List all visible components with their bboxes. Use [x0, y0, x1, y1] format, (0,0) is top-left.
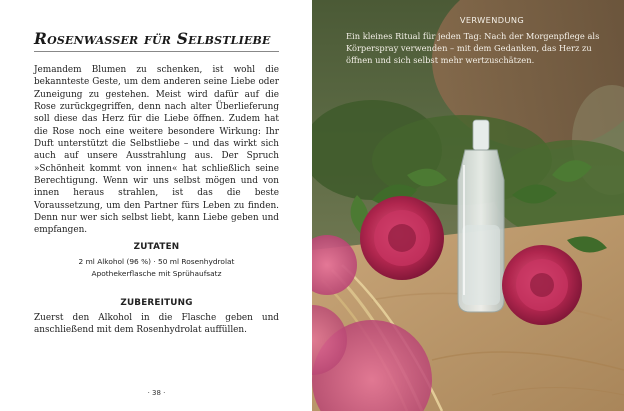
preparation-heading: ZUBEREITUNG	[120, 298, 193, 308]
ingredients-line: 2 ml Alkohol (96 %) · 50 ml Rosenhydrolat	[78, 257, 235, 266]
intro-paragraph: Jemandem Blumen zu schenken, ist wohl die bekannteste Geste, um dem anderen seine Liebe oder Zuneigung zu gestehen. Meist wird dafür auf die Rose zurückgegriffen, denn nach alter Überlieferung soll diese das Herz für die Liebe öffnen. Zudem hat die Rose noch eine weitere besondere Wirkung: Ihr Duft unterstützt die Selbstliebe – und das wirkt sich auch auf unsere Ausstrahlung aus. Der Spruch »Schönheit kommt von innen« hat schließlich seine Berechtigung. Wenn wir uns selbst mögen und von innen heraus strahlen, ist das die beste Voraussetzung, um den Partner fürs Leben zu finden. Denn nur wer sich selbst liebt, kann Liebe geben und empfangen.	[34, 65, 279, 236]
page-title: Rosenwasser für Selbstliebe	[34, 29, 271, 48]
title-divider	[34, 51, 279, 52]
usage-heading: VERWENDUNG	[459, 15, 525, 25]
usage-text: Ein kleines Ritual für jeden Tag: Nach der Morgenpflege als Körperspray verwenden – mit dem Gedanken, das Herz zu öffnen und sich selbst mehr wertzuschätzen.	[346, 31, 600, 66]
right-page	[312, 0, 624, 411]
ingredients-heading: ZUTATEN	[133, 242, 180, 252]
ingredients-line: Apothekerflasche mit Sprühaufsatz	[91, 268, 222, 278]
page-number: · 38 ·	[147, 389, 166, 397]
ingredients-list	[34, 256, 279, 279]
preparation-text: Zuerst den Alkohol in die Flasche geben und anschließend mit dem Rosenhydrolat auffüllen.	[34, 313, 279, 336]
